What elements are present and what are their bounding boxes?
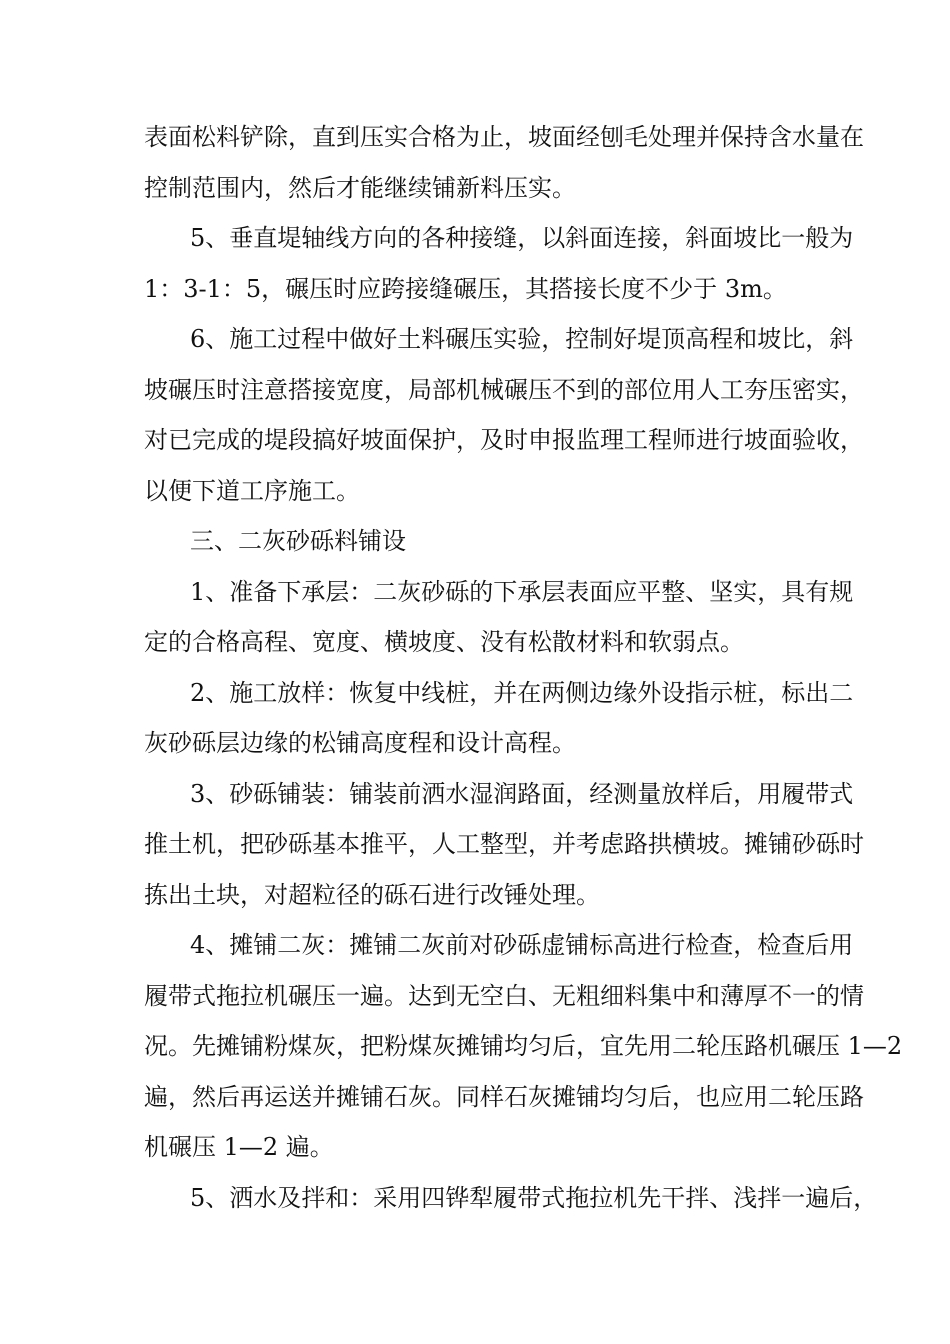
text-line: 灰砂砾层边缘的松铺高度程和设计高程。: [144, 729, 576, 757]
text-line: 5、垂直堤轴线方向的各种接缝，以斜面连接，斜面坡比一般为: [190, 224, 854, 252]
text-line: 以便下道工序施工。: [144, 476, 360, 505]
text-line: 表面松料铲除，直到压实合格为止，坡面经刨毛处理并保持含水量在: [144, 123, 864, 151]
text-line: 三、二灰砂砾料铺设: [190, 527, 406, 555]
text-line: 5、洒水及拌和：采用四铧犁履带式拖拉机先干拌、浅拌一遍后，: [190, 1183, 878, 1212]
text-line: 1、准备下承层：二灰砂砾的下承层表面应平整、坚实，具有规: [190, 577, 854, 606]
text-line: 4、摊铺二灰：摊铺二灰前对砂砾虚铺标高进行检查，检查后用: [190, 931, 854, 959]
text-line: 遍，然后再运送并摊铺石灰。同样石灰摊铺均匀后，也应用二轮压路: [144, 1082, 864, 1111]
text-line: 拣出土块，对超粒径的砾石进行改锤处理。: [144, 880, 600, 909]
text-line: 3、砂砾铺装：铺装前洒水湿润路面，经测量放样后，用履带式: [190, 779, 854, 808]
text-line: 坡碾压时注意搭接宽度，局部机械碾压不到的部位用人工夯压密实，: [144, 375, 864, 404]
document-page: [144, 118, 903, 1229]
text-line: 对已完成的堤段搞好坡面保护，及时申报监理工程师进行坡面验收，: [144, 426, 864, 454]
text-line: 2、施工放样：恢复中线桩，并在两侧边缘外设指示桩，标出二: [190, 678, 854, 707]
text-line: 6、施工过程中做好土料碾压实验，控制好堤顶高程和坡比，斜: [190, 325, 854, 353]
text-line: 控制范围内，然后才能继续铺新料压实。: [144, 173, 576, 202]
text-line: 1：3-1：5，碾压时应跨接缝碾压，其搭接长度不少于 3m。: [144, 274, 787, 303]
text-line: 推土机，把砂砾基本推平，人工整型，并考虑路拱横坡。摊铺砂砾时: [144, 830, 864, 858]
text-line: 定的合格高程、宽度、横坡度、没有松散材料和软弱点。: [144, 628, 744, 656]
text-line: 履带式拖拉机碾压一遍。达到无空白、无粗细料集中和薄厚不一的情: [144, 981, 864, 1010]
text-line: 况。先摊铺粉煤灰，把粉煤灰摊铺均匀后，宜先用二轮压路机碾压 1—2: [144, 1032, 903, 1060]
text-line: 机碾压 1—2 遍。: [144, 1133, 334, 1161]
